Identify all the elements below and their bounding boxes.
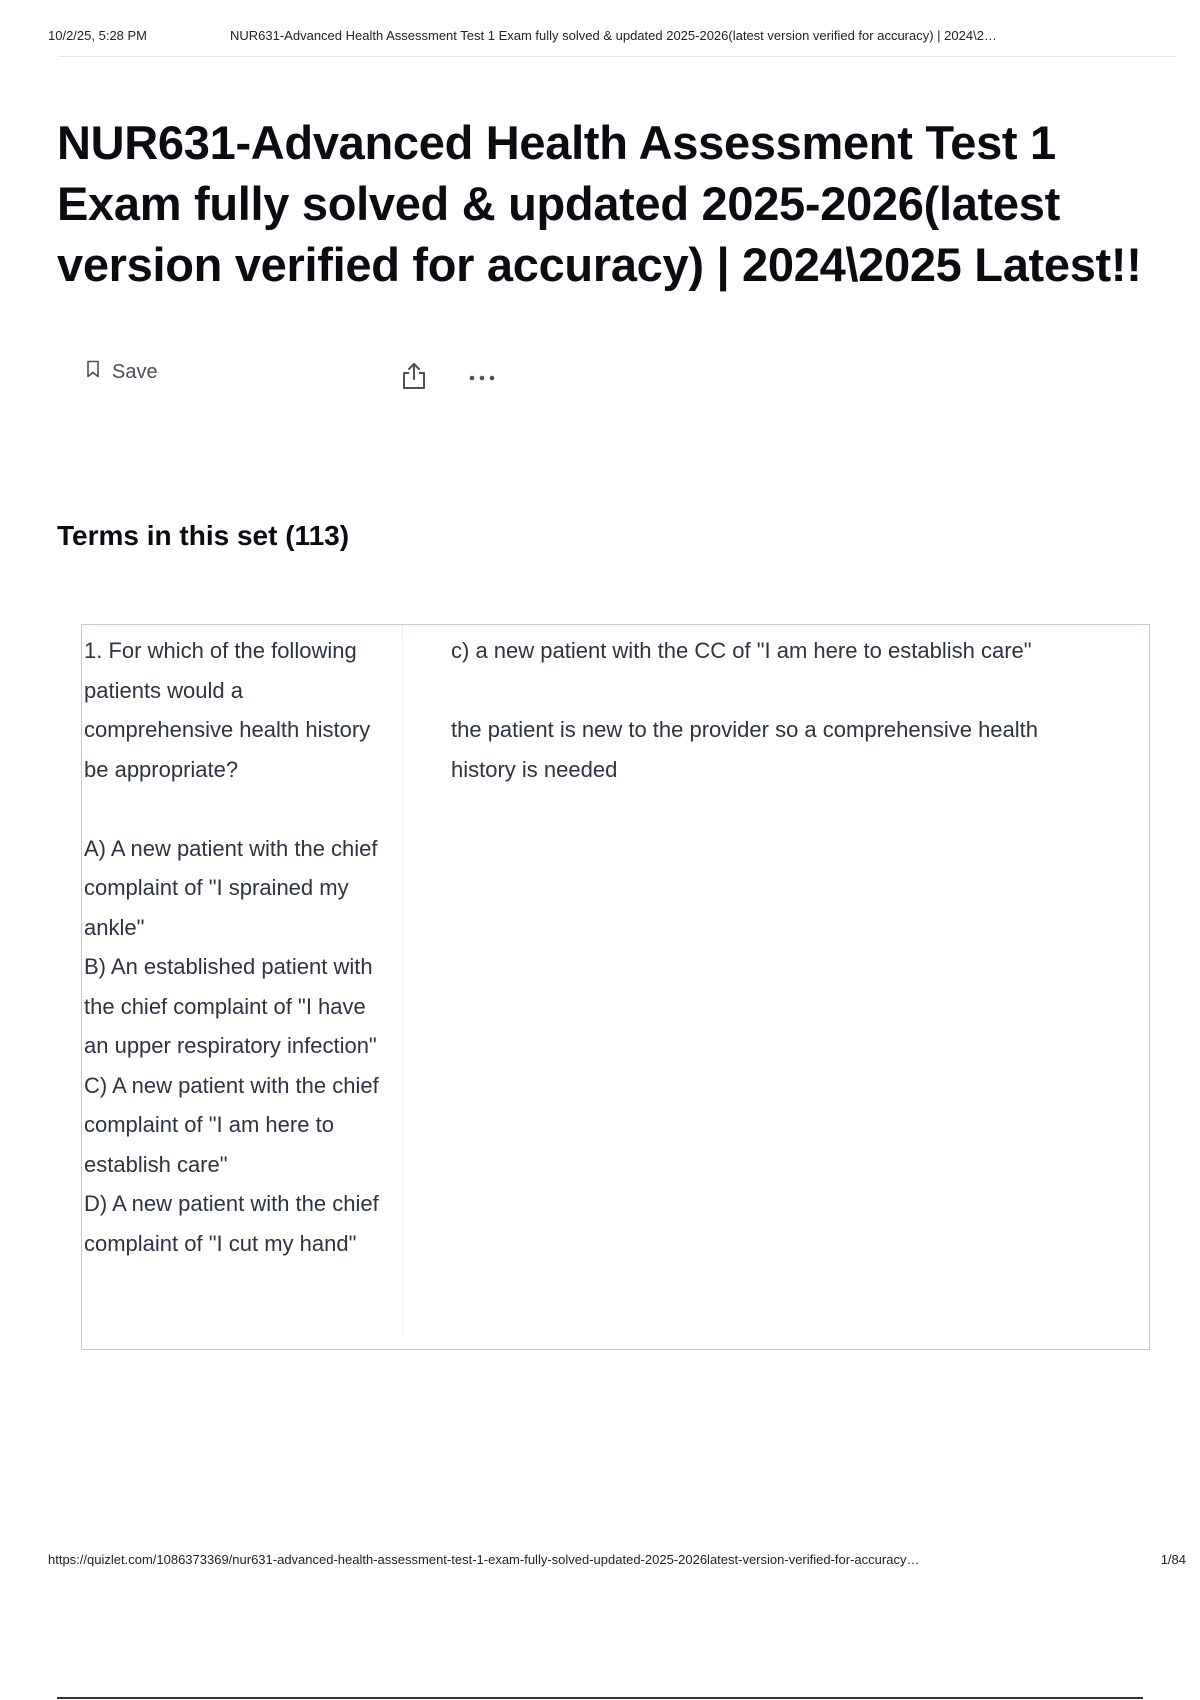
share-button[interactable] (396, 360, 432, 396)
print-doc-title: NUR631-Advanced Health Assessment Test 1 Exam fully solved & updated 2025-2026(latest version verified for accuracy) | 2024\2… (230, 28, 997, 43)
column-divider (402, 625, 403, 1333)
bookmark-icon (86, 360, 100, 384)
more-options-button[interactable] (462, 360, 502, 396)
page-indicator: 1/84 (1160, 1552, 1186, 1567)
term-text: 1. For which of the following patients would a comprehensive health history be appropriate? A) A new patient with the chief complaint of "I sprained my ankle" B) An established patient with the chief complaint of "I have an upper respiratory infection" C) A new patient with the chief complaint of "I am here to establish care" D) A new patient with the chief complaint of "I cut my hand" (84, 638, 379, 1256)
print-url: https://quizlet.com/1086373369/nur631-advanced-health-assessment-test-1-exam-fully-solved-updated-2025-2026latest-version-verified-for-accuracy… (48, 1552, 920, 1567)
print-header (48, 28, 1172, 43)
print-footer (48, 1552, 1186, 1567)
print-date: 10/2/25, 5:28 PM (48, 28, 148, 43)
page-bottom-divider (57, 1697, 1143, 1699)
action-bar (86, 360, 526, 396)
save-label: Save (112, 360, 158, 383)
share-icon (401, 362, 427, 395)
header-divider (58, 56, 1176, 57)
more-icon (467, 369, 497, 387)
terms-section-heading: Terms in this set (113) (57, 520, 350, 551)
term-card (81, 624, 1150, 1350)
page-title: NUR631-Advanced Health Assessment Test 1 Exam fully solved & updated 2025-2026(latest version verified for accuracy) | 2024\2025 Latest!! (57, 116, 1142, 291)
definition-text: c) a new patient with the CC of "I am here to establish care" the patient is new to the provider so a comprehensive health history is needed (451, 638, 1039, 782)
save-button[interactable] (86, 360, 158, 384)
